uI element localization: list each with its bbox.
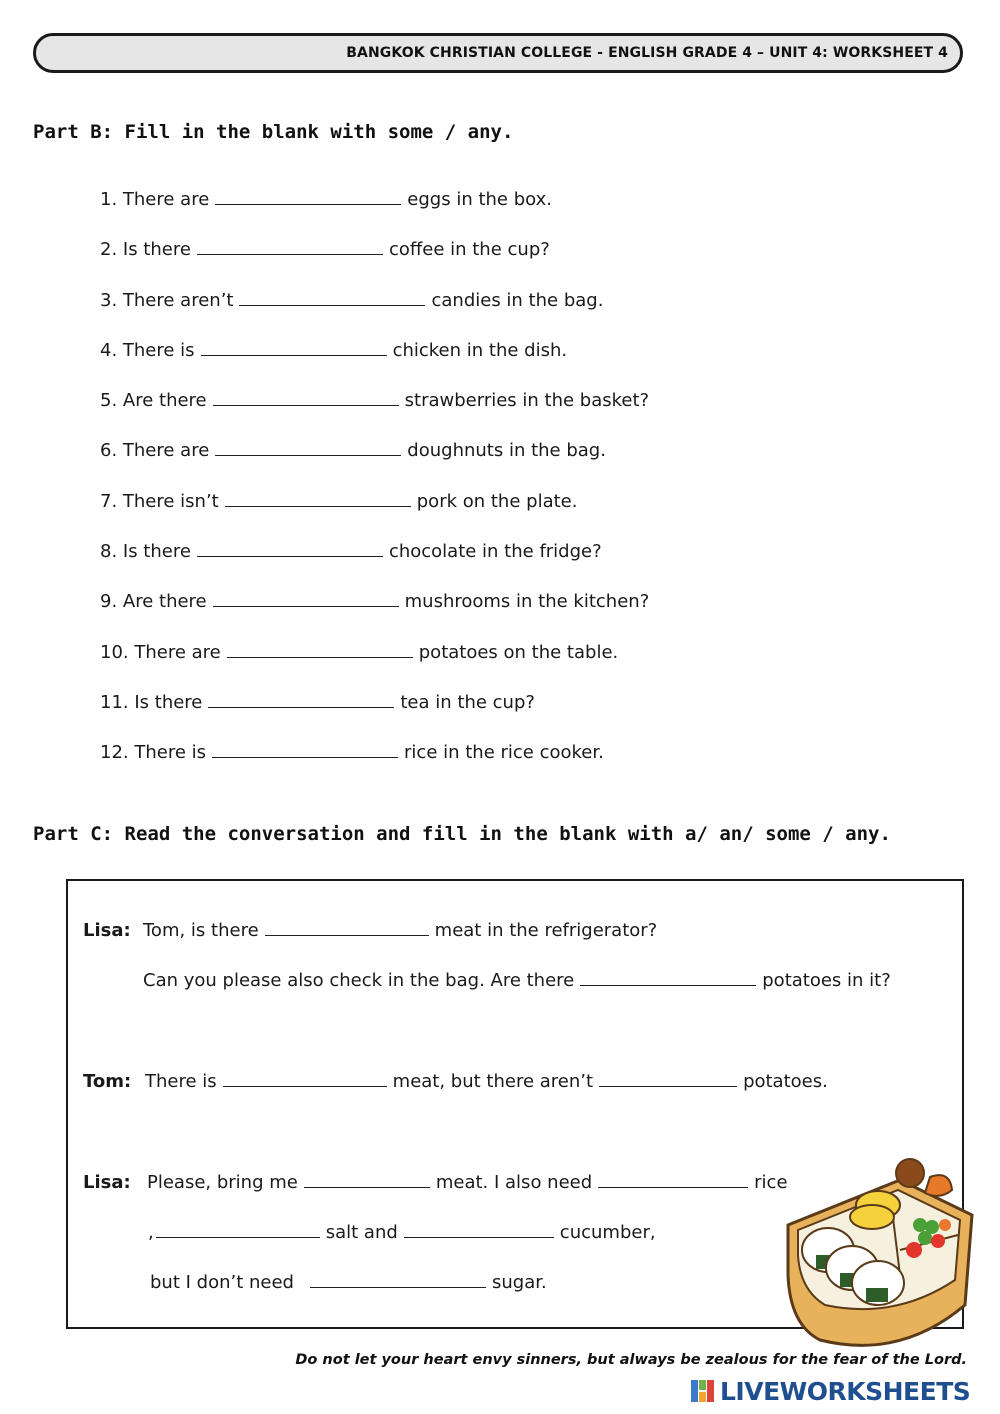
conversation-text: meat, but there aren’t [392, 1071, 594, 1092]
answer-blank[interactable] [223, 1072, 387, 1087]
answer-blank[interactable] [227, 643, 413, 658]
conversation-text: There is [145, 1071, 217, 1092]
answer-blank[interactable] [239, 291, 425, 306]
conversation-text: salt and [325, 1222, 398, 1243]
answer-blank[interactable] [197, 240, 383, 255]
question-3 [100, 289, 649, 339]
question-text: pork on the plate. [416, 490, 578, 512]
question-9 [100, 590, 649, 640]
question-text: 6. There are [100, 440, 210, 462]
answer-blank[interactable] [208, 693, 394, 708]
conversation-text: , [148, 1222, 154, 1243]
answer-blank[interactable] [225, 492, 411, 507]
answer-blank[interactable] [599, 1072, 737, 1087]
part-c-title: Part C: Read the conversation and fill in the blank with a/ an/ some / any. [33, 823, 891, 845]
question-text: 8. Is there [100, 541, 191, 563]
question-text: chicken in the dish. [392, 339, 568, 361]
conversation-text: meat. I also need [435, 1172, 593, 1193]
liveworksheets-logo-icon [690, 1379, 716, 1403]
answer-blank[interactable] [215, 441, 401, 456]
question-12 [100, 741, 649, 791]
bento-box-illustration [780, 1155, 980, 1355]
question-7 [100, 490, 649, 540]
conversation-text: Tom, is there [143, 920, 259, 941]
question-text: 7. There isn’t [100, 490, 219, 512]
lisa-line-2 [143, 969, 891, 993]
speaker-lisa: Lisa: [83, 1172, 131, 1193]
question-text: chocolate in the fridge? [388, 541, 602, 563]
question-text: eggs in the box. [407, 189, 552, 210]
header-bar [33, 33, 963, 73]
question-text: candies in the bag. [431, 289, 604, 311]
conversation-text: but I don’t need [150, 1272, 294, 1293]
question-4 [100, 339, 649, 389]
conversation-text: cucumber, [559, 1222, 656, 1243]
lisa2-line-3 [150, 1271, 547, 1295]
answer-blank[interactable] [404, 1223, 554, 1238]
question-text: 4. There is [100, 339, 195, 361]
question-2 [100, 238, 649, 288]
question-text: 12. There is [100, 742, 207, 764]
speaker-lisa: Lisa: [83, 920, 131, 941]
lisa2-line-2 [148, 1221, 656, 1245]
question-text: 5. Are there [100, 390, 207, 412]
part-b-questions [100, 188, 649, 792]
question-text: mushrooms in the kitchen? [404, 591, 650, 613]
question-6 [100, 439, 649, 489]
answer-blank[interactable] [213, 592, 399, 607]
answer-blank[interactable] [265, 921, 429, 936]
question-text: 2. Is there [100, 239, 191, 261]
answer-blank[interactable] [304, 1173, 430, 1188]
lisa-line-1 [83, 919, 657, 943]
question-text: rice in the rice cooker. [404, 742, 604, 764]
question-text: 3. There aren’t [100, 289, 234, 311]
question-text: doughnuts in the bag. [407, 440, 606, 462]
question-5 [100, 389, 649, 439]
answer-blank[interactable] [156, 1223, 320, 1238]
conversation-text: Please, bring me [147, 1172, 298, 1193]
liveworksheets-text: LIVEWORKSHEETS [720, 1376, 971, 1406]
conversation-text: rice [754, 1172, 788, 1193]
answer-blank[interactable] [197, 542, 383, 557]
conversation-text: potatoes. [743, 1071, 828, 1092]
answer-blank[interactable] [598, 1173, 748, 1188]
tom-line [83, 1070, 828, 1094]
question-8 [100, 540, 649, 590]
answer-blank[interactable] [212, 743, 398, 758]
question-text: tea in the cup? [400, 691, 535, 713]
conversation-text: meat in the refrigerator? [434, 920, 658, 941]
footer-quote: Do not let your heart envy sinners, but always be zealous for the fear of the Lord. [295, 1352, 967, 1368]
lisa2-line-1 [83, 1171, 788, 1195]
conversation-text: potatoes in it? [762, 970, 891, 991]
question-1 [100, 188, 649, 238]
question-text: potatoes on the table. [418, 641, 619, 663]
question-text: 9. Are there [100, 591, 207, 613]
liveworksheets-brand[interactable] [690, 1376, 970, 1406]
question-text: strawberries in the basket? [404, 390, 650, 412]
question-text: 10. There are [100, 641, 221, 663]
conversation-text: Can you please also check in the bag. Are there [143, 970, 575, 991]
question-11 [100, 691, 649, 741]
answer-blank[interactable] [213, 391, 399, 406]
question-text: coffee in the cup? [388, 239, 550, 261]
header-title: BANGKOK CHRISTIAN COLLEGE - ENGLISH GRADE 4 – UNIT 4: WORKSHEET 4 [346, 45, 948, 61]
part-b-title: Part B: Fill in the blank with some / any. [33, 121, 514, 143]
question-text: 1. There are [100, 189, 210, 210]
answer-blank[interactable] [580, 971, 756, 986]
answer-blank[interactable] [201, 341, 387, 356]
speaker-tom: Tom: [83, 1071, 132, 1092]
answer-blank[interactable] [215, 190, 401, 205]
question-10 [100, 641, 649, 691]
question-text: 11. Is there [100, 691, 203, 713]
conversation-text: sugar. [491, 1272, 547, 1293]
answer-blank[interactable] [310, 1273, 486, 1288]
